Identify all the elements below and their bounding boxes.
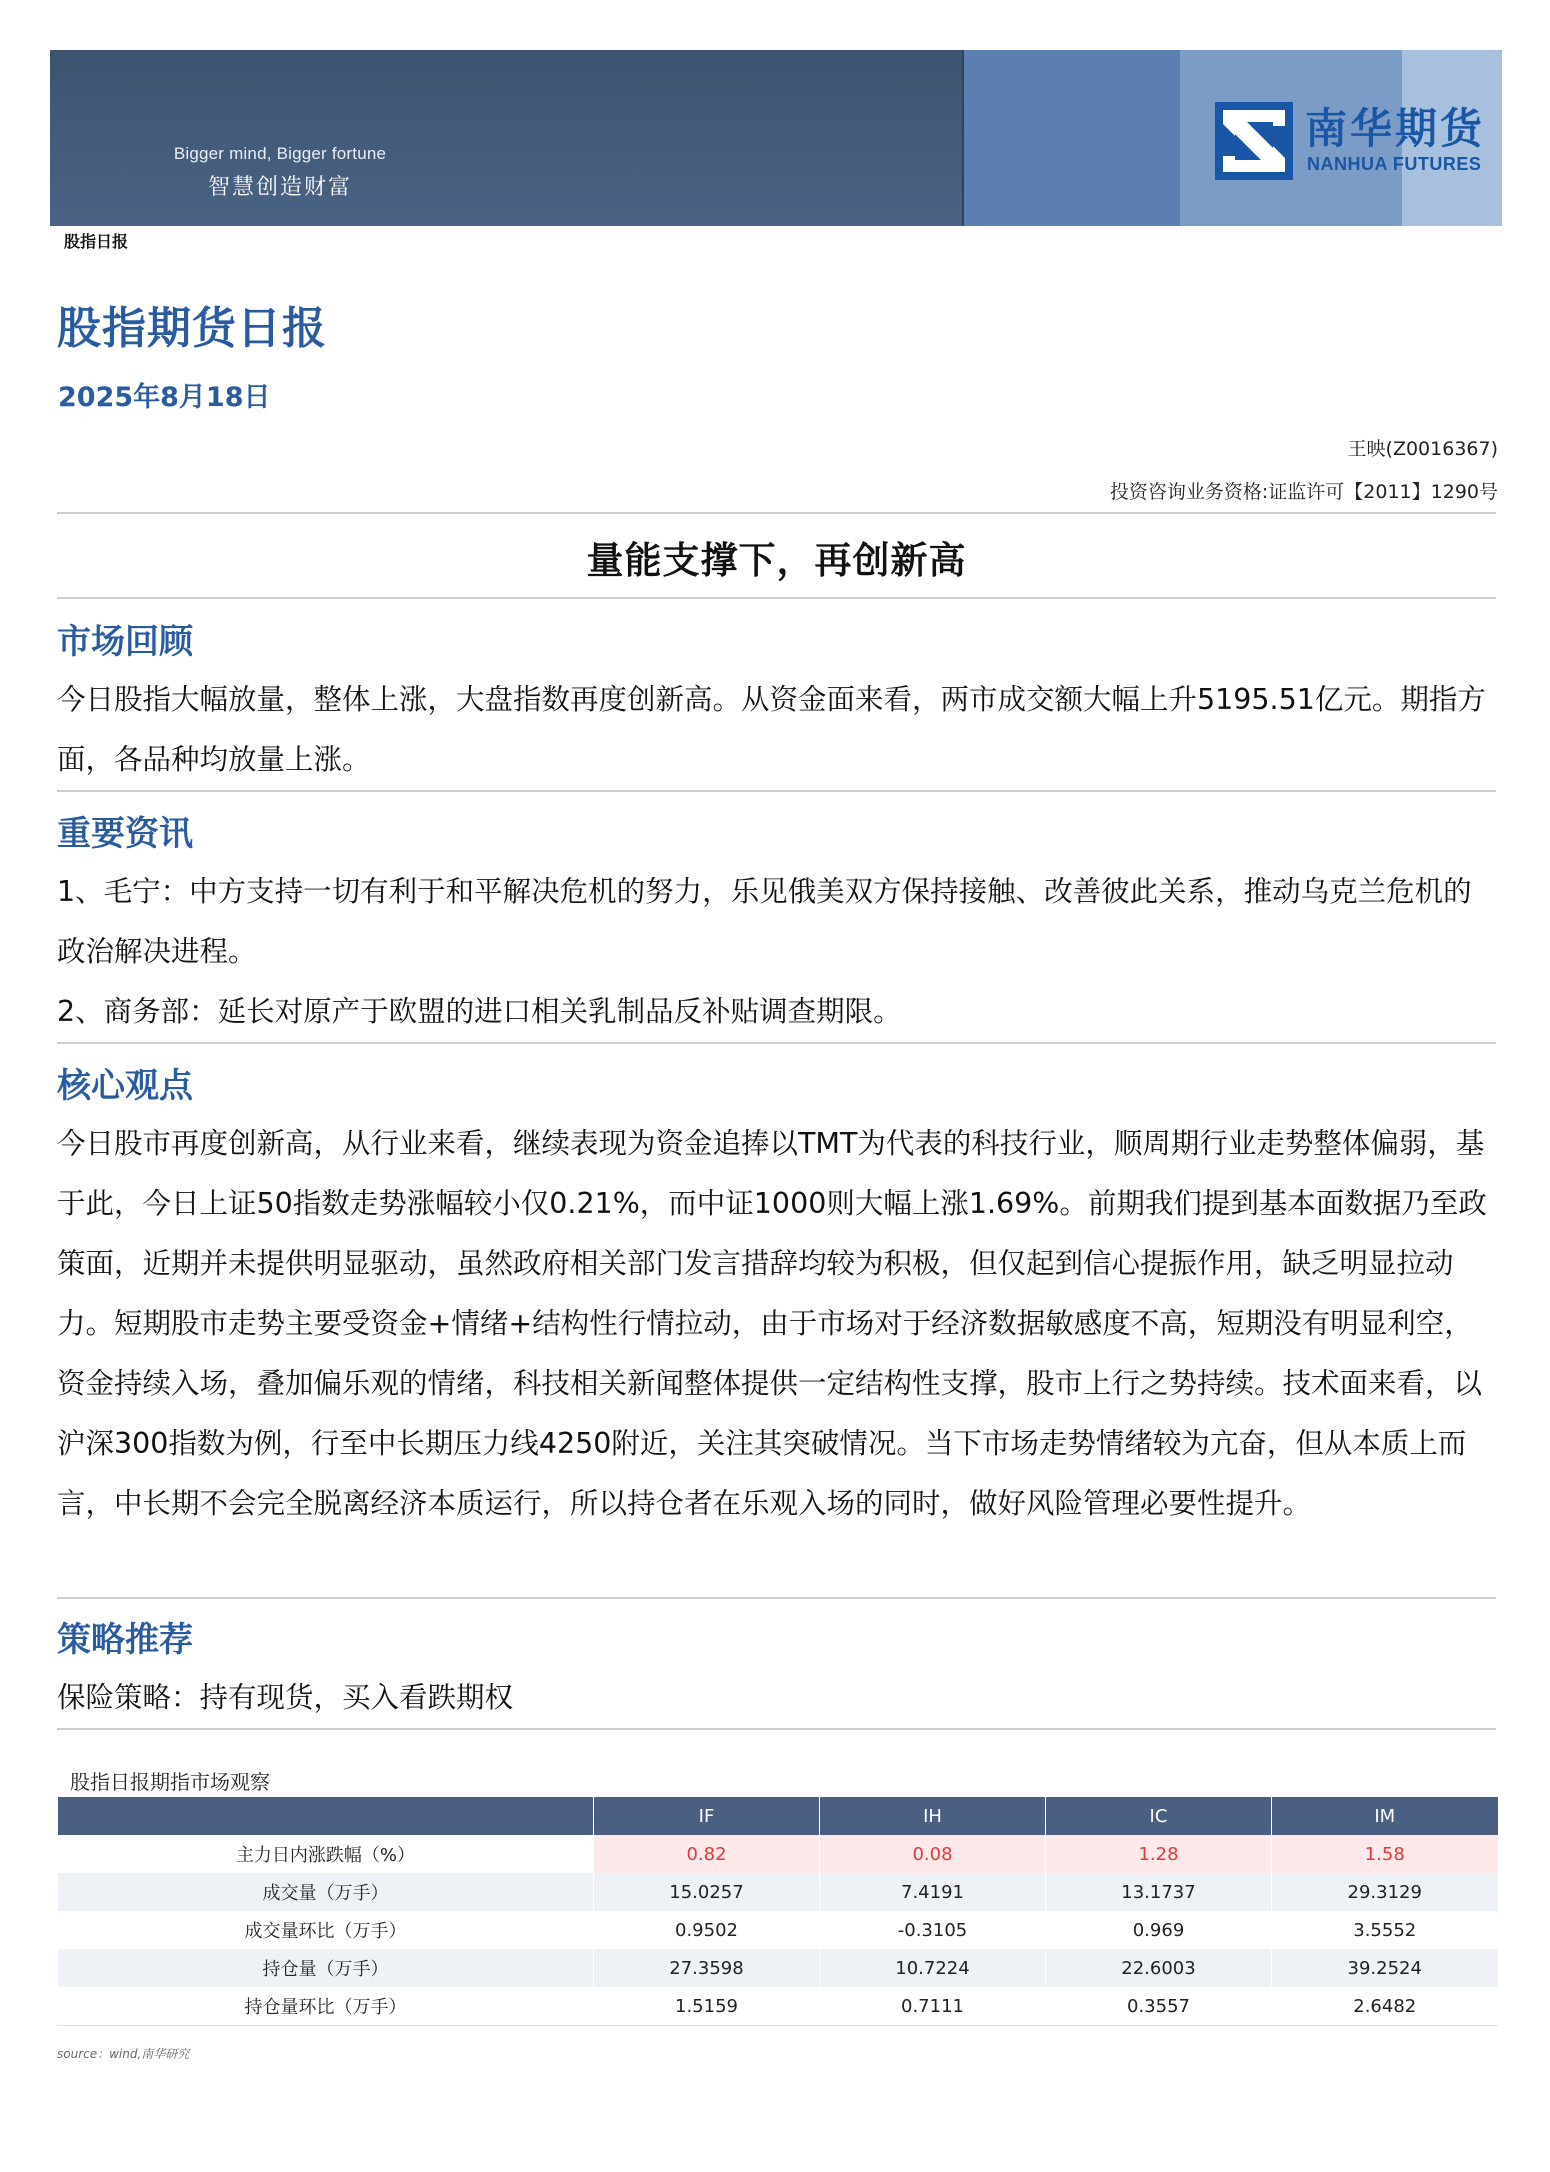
table-cell: 0.82 (594, 1835, 820, 1873)
table-cell: 10.7224 (820, 1949, 1046, 1987)
author: 王映(Z0016367) (1347, 438, 1498, 460)
banner-band-mid (964, 50, 1180, 226)
slogan-english: Bigger mind, Bigger fortune (173, 144, 387, 163)
column-header-ih: IH (820, 1797, 1046, 1835)
table-cell: 13.1737 (1046, 1873, 1272, 1911)
section-heading-view: 核心观点 (57, 1066, 193, 1106)
divider (57, 1042, 1496, 1044)
review-text: 今日股指大幅放量，整体上涨，大盘指数再度创新高。从资金面来看，两市成交额大幅上升5195.51亿元。期指方面，各品种均放量上涨。 (57, 683, 1486, 776)
table-cell: 0.08 (820, 1835, 1046, 1873)
table-cell: 7.4191 (820, 1873, 1046, 1911)
table-cell: 39.2524 (1272, 1949, 1498, 1987)
table-cell: 0.7111 (820, 1987, 1046, 2026)
table-cell: 22.6003 (1046, 1949, 1272, 1987)
table-cell: 0.969 (1046, 1911, 1272, 1949)
table-cell: 3.5552 (1272, 1911, 1498, 1949)
column-header-ic: IC (1046, 1797, 1272, 1835)
table-cell: -0.3105 (820, 1911, 1046, 1949)
market-observation-table (57, 1797, 1498, 2026)
header-banner (50, 50, 1502, 226)
table-row (58, 1949, 1498, 1987)
divider (57, 1597, 1496, 1599)
logo-text-english: NANHUA FUTURES (1307, 154, 1482, 174)
table-cell: 0.3557 (1046, 1987, 1272, 2026)
table-cell: 1.5159 (594, 1987, 820, 2026)
table-cell: 29.3129 (1272, 1873, 1498, 1911)
table-title: 股指日报期指市场观察 (70, 1770, 270, 1794)
row-label: 成交量环比（万手） (58, 1911, 594, 1949)
company-logo (1215, 102, 1502, 182)
column-header-if: IF (594, 1797, 820, 1835)
table-row (58, 1835, 1498, 1873)
column-header-im: IM (1272, 1797, 1498, 1835)
table-source: source：wind,南华研究 (57, 2047, 190, 2061)
table-cell: 2.6482 (1272, 1987, 1498, 2026)
section-heading-news: 重要资讯 (57, 814, 193, 854)
section-heading-strategy: 策略推荐 (57, 1620, 193, 1660)
table-row (58, 1911, 1498, 1949)
divider (57, 1728, 1496, 1730)
report-category: 股指日报 (64, 232, 129, 251)
table-cell: 27.3598 (594, 1949, 820, 1987)
divider (57, 597, 1496, 599)
table-cell: 0.9502 (594, 1911, 820, 1949)
row-label: 持仓量环比（万手） (58, 1987, 594, 2026)
table-cell: 1.28 (1046, 1835, 1272, 1873)
report-date: 2025年8月18日 (58, 382, 271, 413)
logo-text-chinese: 南华期货 (1305, 104, 1486, 153)
table-row (58, 1987, 1498, 2026)
row-label: 主力日内涨跌幅（%） (58, 1835, 594, 1873)
strategy-text: 保险策略：持有现货，买入看跌期权 (57, 1681, 514, 1714)
divider (57, 790, 1496, 792)
view-text: 今日股市再度创新高，从行业来看，继续表现为资金追捧以TMT为代表的科技行业，顺周期行业走势整体偏弱，基于此，今日上证50指数走势涨幅较小仅0.21%，而中证1000则大幅上涨1.69%。前期我们提到基本面数据乃至政策面，近期并未提供明显驱动，虽然政府相关部门发言措辞均较为积极，但仅起到信心提振作用，缺乏明显拉动力。短期股市走势主要受资金+情绪+结构性行情拉动，由于市场对于经济数据敏感度不高，短期没有明显利空，资金持续入场，叠加偏乐观的情绪，科技相关新闻整体提供一定结构性支撑，股市上行之势持续。技术面来看，以沪深300指数为例，行至中长期压力线4250附近，关注其突破情况。当下市场走势情绪较为亢奋，但从本质上而言，中长期不会完全脱离经济本质运行，所以持仓者在乐观入场的同时，做好风险管理必要性提升。 (57, 1127, 1487, 1520)
news-item-2: 2、商务部：延长对原产于欧盟的进口相关乳制品反补贴调查期限。 (57, 995, 902, 1028)
table-cell: 15.0257 (594, 1873, 820, 1911)
nanhua-logo-icon (1215, 102, 1293, 180)
headline: 量能支撑下，再创新高 (586, 539, 967, 582)
slogan-chinese: 智慧创造财富 (207, 175, 352, 200)
table-cell: 1.58 (1272, 1835, 1498, 1873)
table-row (58, 1873, 1498, 1911)
news-item-1: 1、毛宁：中方支持一切有利于和平解决危机的努力，乐见俄美双方保持接触、改善彼此关系，推动乌克兰危机的政治解决进程。 (57, 875, 1472, 968)
divider (57, 512, 1496, 514)
section-heading-review: 市场回顾 (57, 622, 193, 662)
column-header (58, 1797, 594, 1835)
row-label: 成交量（万手） (58, 1873, 594, 1911)
report-title: 股指期货日报 (57, 303, 327, 354)
table-header-row (58, 1797, 1498, 1835)
license-info: 投资咨询业务资格:证监许可【2011】1290号 (1109, 481, 1498, 503)
row-label: 持仓量（万手） (58, 1949, 594, 1987)
